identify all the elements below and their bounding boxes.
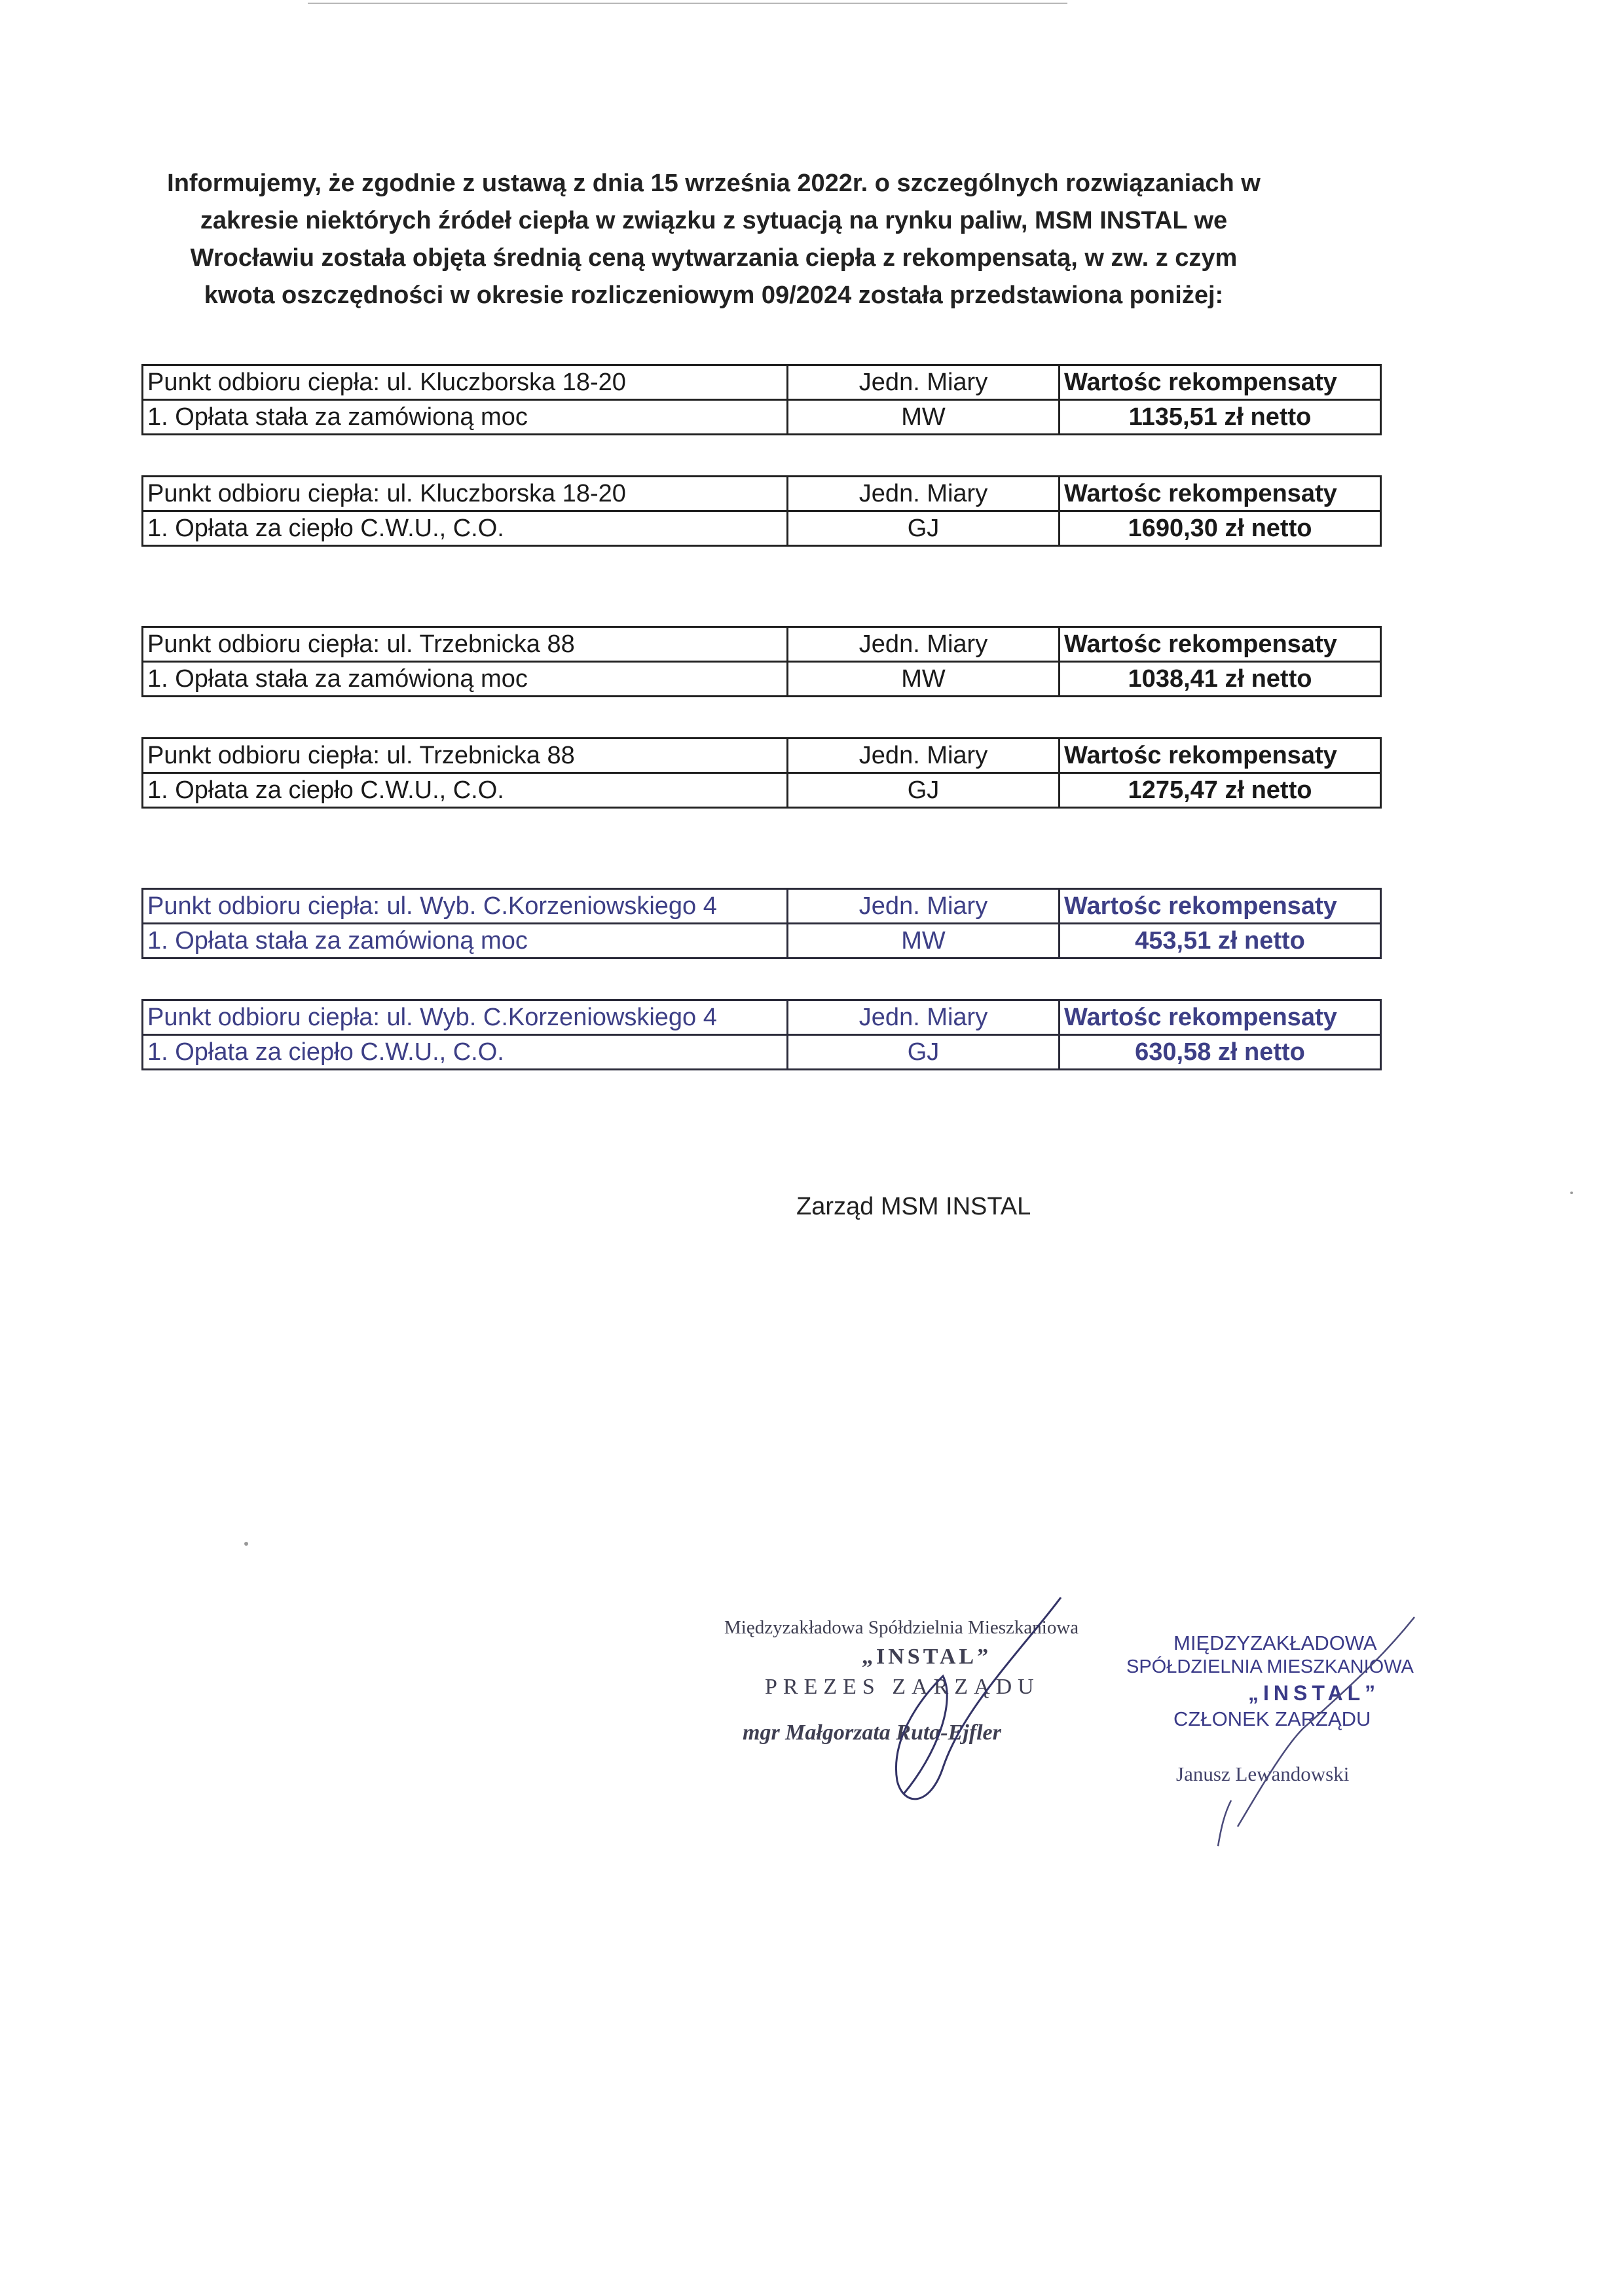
table-row	[143, 511, 1381, 546]
stamp-person-name: Janusz Lewandowski	[1176, 1762, 1350, 1785]
compensation-table-trzebnicka-heat	[141, 737, 1382, 809]
unit-header-cell: Jedn. Miary	[788, 365, 1060, 400]
unit-cell: GJ	[788, 773, 1060, 808]
board-member-stamp	[1126, 1624, 1454, 1794]
unit-header-cell: Jedn. Miary	[788, 1000, 1060, 1035]
compensation-table-korzeniowskiego-power	[141, 888, 1382, 959]
fee-item-cell: 1. Opłata za ciepło C.W.U., C.O.	[143, 773, 788, 808]
intro-line: Wrocławiu została objęta średnią ceną wytwarzania ciepła z rekompensatą, w zw. z czym	[190, 244, 1238, 272]
table-header-row	[143, 1000, 1381, 1035]
value-header-cell: Wartośc rekompensaty	[1060, 889, 1381, 924]
scan-speck	[244, 1542, 248, 1546]
stamp-cooperative-name: Międzyzakładowa Spółdzielnia Mieszkaniowa	[724, 1617, 1079, 1638]
intro-line: kwota oszczędności w okresie rozliczeniowym 09/2024 została przedstawiona poniżej:	[204, 282, 1224, 309]
intro-line: zakresie niektórych źródeł ciepła w związku z sytuacją na rynku paliw, MSM INSTAL we	[200, 207, 1228, 234]
table-header-row	[143, 477, 1381, 511]
table-row	[143, 924, 1381, 958]
fee-item-cell: 1. Opłata stała za zamówioną moc	[143, 400, 788, 435]
table-header-row	[143, 738, 1381, 773]
unit-header-cell: Jedn. Miary	[788, 738, 1060, 773]
table-header-row	[143, 889, 1381, 924]
compensation-value-cell: 1038,41 zł netto	[1060, 662, 1381, 697]
unit-cell: MW	[788, 924, 1060, 958]
fee-item-cell: 1. Opłata za ciepło C.W.U., C.O.	[143, 1035, 788, 1070]
table-row	[143, 400, 1381, 435]
value-header-cell: Wartośc rekompensaty	[1060, 627, 1381, 662]
scan-speck	[1570, 1192, 1573, 1194]
table-row	[143, 773, 1381, 808]
compensation-value-cell: 1135,51 zł netto	[1060, 400, 1381, 435]
heat-point-cell: Punkt odbioru ciepła: ul. Trzebnicka 88	[143, 627, 788, 662]
table-header-row	[143, 627, 1381, 662]
unit-cell: MW	[788, 400, 1060, 435]
fee-item-cell: 1. Opłata za ciepło C.W.U., C.O.	[143, 511, 788, 546]
unit-cell: GJ	[788, 511, 1060, 546]
stamp-instal-name: „INSTAL”	[1248, 1681, 1380, 1705]
heat-point-cell: Punkt odbioru ciepła: ul. Wyb. C.Korzeniowskiego 4	[143, 889, 788, 924]
compensation-table-kluczborska-power	[141, 364, 1382, 435]
fee-item-cell: 1. Opłata stała za zamówioną moc	[143, 662, 788, 697]
stamp-cooperative-type: SPÓŁDZIELNIA MIESZKANIOWA	[1126, 1656, 1414, 1677]
stamp-role: PREZES ZARZĄDU	[765, 1675, 1040, 1699]
value-header-cell: Wartośc rekompensaty	[1060, 738, 1381, 773]
compensation-value-cell: 453,51 zł netto	[1060, 924, 1381, 958]
heat-point-cell: Punkt odbioru ciepła: ul. Kluczborska 18-20	[143, 477, 788, 511]
value-header-cell: Wartośc rekompensaty	[1060, 1000, 1381, 1035]
table-row	[143, 1035, 1381, 1070]
fee-item-cell: 1. Opłata stała za zamówioną moc	[143, 924, 788, 958]
value-header-cell: Wartośc rekompensaty	[1060, 477, 1381, 511]
president-stamp	[720, 1611, 1113, 1820]
unit-cell: MW	[788, 662, 1060, 697]
heat-point-cell: Punkt odbioru ciepła: ul. Trzebnicka 88	[143, 738, 788, 773]
unit-header-cell: Jedn. Miary	[788, 889, 1060, 924]
value-header-cell: Wartośc rekompensaty	[1060, 365, 1381, 400]
unit-header-cell: Jedn. Miary	[788, 477, 1060, 511]
heat-point-cell: Punkt odbioru ciepła: ul. Kluczborska 18-20	[143, 365, 788, 400]
scan-top-line	[308, 3, 1067, 4]
compensation-value-cell: 1275,47 zł netto	[1060, 773, 1381, 808]
compensation-table-trzebnicka-power	[141, 626, 1382, 697]
intro-line: Informujemy, że zgodnie z ustawą z dnia 15 września 2022r. o szczególnych rozwiązaniach w	[167, 170, 1261, 197]
stamp-instal-name: „INSTAL”	[862, 1645, 992, 1669]
stamp-role: CZŁONEK ZARZĄDU	[1173, 1707, 1371, 1730]
compensation-table-korzeniowskiego-heat	[141, 999, 1382, 1070]
stamp-person-name: mgr Małgorzata Ruta-Ejfler	[743, 1721, 1001, 1745]
compensation-value-cell: 1690,30 zł netto	[1060, 511, 1381, 546]
heat-point-cell: Punkt odbioru ciepła: ul. Wyb. C.Korzeniowskiego 4	[143, 1000, 788, 1035]
stamp-cooperative-name: MIĘDZYZAKŁADOWA	[1173, 1631, 1377, 1654]
unit-header-cell: Jedn. Miary	[788, 627, 1060, 662]
board-signature-line: Zarząd MSM INSTAL	[796, 1193, 1031, 1220]
table-header-row	[143, 365, 1381, 400]
intro-paragraph	[131, 165, 1297, 314]
table-row	[143, 662, 1381, 697]
compensation-value-cell: 630,58 zł netto	[1060, 1035, 1381, 1070]
compensation-table-kluczborska-heat	[141, 475, 1382, 547]
unit-cell: GJ	[788, 1035, 1060, 1070]
